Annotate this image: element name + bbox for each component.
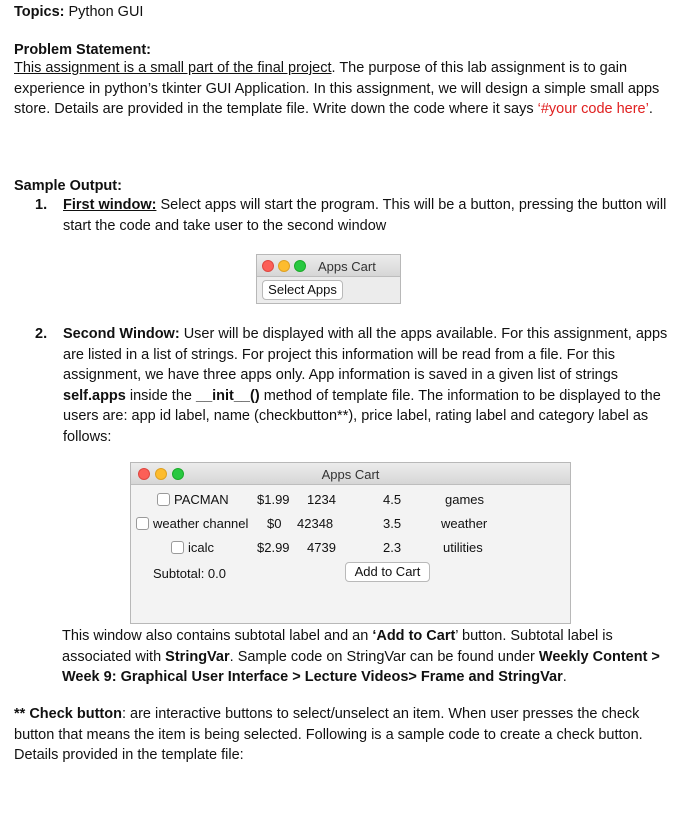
app-checkbutton-pacman[interactable]	[157, 492, 229, 507]
item2-number: 2.	[35, 326, 48, 342]
after-text-2: ’ button. Subtotal label is associated with	[62, 628, 613, 665]
app-name: PACMAN	[174, 492, 229, 507]
add-to-cart-button[interactable]: Add to Cart	[345, 562, 430, 582]
app-rating: 2.3	[383, 540, 402, 555]
app-checkbutton-icalc[interactable]	[171, 540, 214, 555]
app-price: $1.99	[257, 492, 290, 507]
list-item-first-window	[35, 195, 675, 236]
item1-bold: First window:	[63, 197, 157, 213]
after-text-1: This window also contains subtotal label and an	[62, 628, 373, 644]
app-name: weather channel	[153, 516, 249, 531]
checkbox-icon[interactable]	[171, 541, 184, 554]
item1-text: Select apps will start the program. This will be a button, pressing the button will start the code and take user to the second window	[63, 197, 667, 234]
item2-text3: method of template file. The information to be displayed to the users are: app id label, name (checkbutton**), price label, rating label and category label as follows:	[63, 387, 661, 445]
app-category: weather	[441, 516, 488, 531]
after-window-paragraph	[62, 626, 662, 688]
after-text-3: . Sample code on StringVar can be found under	[229, 648, 539, 665]
app-category: utilities	[443, 540, 483, 555]
item1-number: 1.	[35, 197, 48, 213]
checkbox-icon[interactable]	[136, 517, 149, 530]
after-bold-1: ‘Add to Cart	[372, 628, 456, 644]
apps-cart-window-2	[130, 462, 571, 624]
after-bold-3: Weekly Content > Week 9: Graphical User Interface > Lecture Videos> Frame and StringVar	[62, 648, 660, 685]
note-text: : are interactive buttons to select/unselect an item. When user presses the check button that means the item is being selected. Following is a sample code to create a check button. Details provided in the template file:	[14, 706, 643, 763]
after-bold-2: StringVar	[165, 648, 230, 665]
close-dot-icon[interactable]	[262, 260, 274, 272]
app-price: $0	[267, 516, 282, 531]
item2-bold: Second Window:	[63, 326, 180, 342]
item2-bold2: self.apps	[63, 387, 126, 404]
app-price: $2.99	[257, 540, 290, 555]
checkbutton-note	[14, 704, 676, 766]
window1-titlebar	[257, 255, 400, 277]
topics-value: Python GUI	[64, 4, 144, 20]
checkbox-icon[interactable]	[157, 493, 170, 506]
app-rating: 4.5	[383, 492, 402, 507]
window2-title: Apps Cart	[321, 467, 380, 482]
problem-text: . The purpose of this lab assignment is to gain experience in python’s tkinter GUI Application. In this assignment, we will design a simple small apps store. Details are provided in the template file. Write down the code where it says	[14, 60, 660, 117]
app-name: icalc	[188, 540, 215, 555]
select-apps-button[interactable]: Select Apps	[262, 280, 343, 300]
topics-label: Topics:	[14, 4, 65, 20]
item2-text1: User will be displayed with all the apps available. For this assignment, apps are listed in a list of strings. For project this information will be read from a file. For this assignment, we have three apps only. App information is saved in a given list of strings	[63, 326, 668, 383]
window1-title: Apps Cart	[318, 259, 376, 274]
sample-heading: Sample Output:	[14, 178, 122, 194]
problem-heading: Problem Statement:	[14, 42, 151, 58]
problem-code-marker: ‘#your code here’	[537, 101, 649, 117]
app-id: 1234	[307, 492, 336, 507]
app-rating: 3.5	[383, 516, 402, 531]
window2-titlebar	[131, 463, 570, 485]
problem-end: .	[648, 101, 653, 117]
note-bold: ** Check button	[14, 706, 122, 722]
app-category: games	[445, 492, 485, 507]
subtotal-label: Subtotal: 0.0	[153, 566, 226, 581]
apps-cart-window-1	[256, 254, 401, 304]
list-item-second-window	[35, 324, 675, 447]
problem-underlined: This assignment is a small part of the final project	[14, 60, 332, 76]
topics-line	[14, 2, 676, 23]
after-text-4: .	[562, 669, 567, 685]
item2-text2: inside the	[125, 387, 196, 404]
app-checkbutton-weather-channel[interactable]	[136, 516, 248, 531]
app-id: 4739	[307, 540, 336, 555]
item2-bold3: __init__()	[196, 387, 260, 404]
app-id: 42348	[297, 516, 334, 531]
problem-paragraph	[14, 58, 676, 120]
